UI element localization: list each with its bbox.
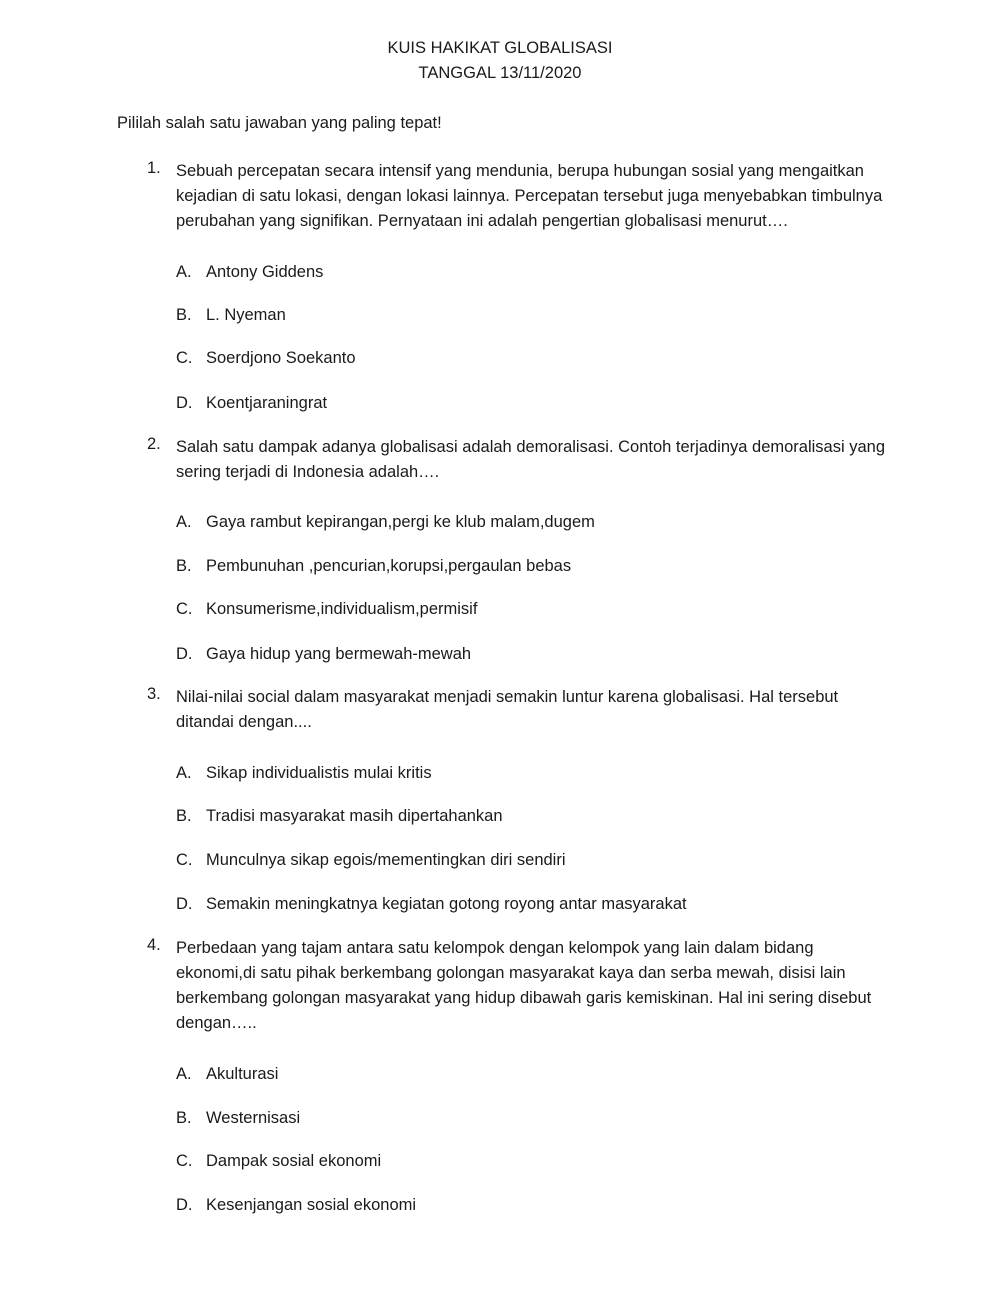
option-text: Semakin meningkatnya kegiatan gotong royong antar masyarakat [206, 895, 687, 913]
option-letter: D. [176, 394, 193, 412]
option-letter: B. [176, 306, 192, 324]
question-text: Sebuah percepatan secara intensif yang mendunia, berupa hubungan sosial yang mengaitkan kejadian di satu lokasi, dengan lokasi lainnya. Percepatan tersebut juga menyebabkan timbulnya perubahan yang signifikan. Pernyataan ini adalah pengertian globalisasi menurut…. [176, 162, 883, 230]
option-3a [176, 761, 432, 785]
question-1 [147, 159, 887, 234]
option-2d [176, 642, 471, 666]
option-text: Pembunuhan ,pencurian,korupsi,pergaulan bebas [206, 557, 572, 575]
option-letter: B. [176, 807, 192, 825]
option-letter: B. [176, 557, 192, 575]
option-letter: C. [176, 1152, 193, 1170]
option-text: Akulturasi [206, 1065, 279, 1083]
question-number: 3. [147, 685, 161, 703]
option-letter: D. [176, 895, 193, 913]
option-1d [176, 391, 327, 415]
option-text: Koentjaraningrat [206, 394, 328, 412]
option-3c [176, 848, 566, 872]
option-4b [176, 1106, 300, 1130]
option-text: Soerdjono Soekanto [206, 349, 356, 367]
document-date: TANGGAL 13/11/2020 [418, 64, 582, 82]
option-text: Westernisasi [206, 1109, 301, 1127]
option-text: Kesenjangan sosial ekonomi [206, 1196, 417, 1214]
option-2a [176, 510, 595, 534]
option-text: Sikap individualistis mulai kritis [206, 764, 432, 782]
option-text: Munculnya sikap egois/mementingkan diri sendiri [206, 851, 566, 869]
option-letter: C. [176, 349, 193, 367]
option-3d [176, 892, 687, 916]
option-3b [176, 804, 503, 828]
instruction-text: Pililah salah satu jawaban yang paling tepat! [117, 114, 442, 132]
option-letter: C. [176, 600, 193, 618]
option-letter: A. [176, 1065, 192, 1083]
option-letter: B. [176, 1109, 192, 1127]
option-4a [176, 1062, 278, 1086]
option-1a [176, 260, 323, 284]
option-letter: A. [176, 764, 192, 782]
option-2c [176, 597, 477, 621]
option-text: Gaya hidup yang bermewah-mewah [206, 645, 472, 663]
question-number: 4. [147, 936, 161, 954]
option-letter: C. [176, 851, 193, 869]
option-2b [176, 554, 571, 578]
option-text: Konsumerisme,individualism,permisif [206, 600, 478, 618]
question-text: Salah satu dampak adanya globalisasi adalah demoralisasi. Contoh terjadinya demoralisasi yang sering terjadi di Indonesia adalah…. [176, 438, 886, 481]
option-1c [176, 346, 356, 370]
option-letter: D. [176, 645, 193, 663]
option-4c [176, 1149, 381, 1173]
question-number: 2. [147, 435, 161, 453]
question-text: Perbedaan yang tajam antara satu kelompok dengan kelompok yang lain dalam bidang ekonomi,di satu pihak berkembang golongan masyarakat kaya dan serba mewah, disisi lain berkembang golongan masyarakat yang hidup dibawah garis kemiskinan. Hal ini sering disebut dengan….. [176, 939, 872, 1032]
question-2 [147, 435, 887, 485]
question-4 [147, 936, 887, 1036]
option-4d [176, 1193, 416, 1217]
option-letter: A. [176, 263, 192, 281]
option-letter: D. [176, 1196, 193, 1214]
option-text: Dampak sosial ekonomi [206, 1152, 382, 1170]
option-text: L. Nyeman [206, 306, 286, 324]
document-title: KUIS HAKIKAT GLOBALISASI [387, 39, 613, 57]
option-text: Gaya rambut kepirangan,pergi ke klub malam,dugem [206, 513, 595, 531]
question-3 [147, 685, 887, 735]
question-number: 1. [147, 159, 161, 177]
option-letter: A. [176, 513, 192, 531]
question-text: Nilai-nilai social dalam masyarakat menjadi semakin luntur karena globalisasi. Hal tersebut ditandai dengan.... [176, 688, 839, 731]
option-text: Tradisi masyarakat masih dipertahankan [206, 807, 503, 825]
option-1b [176, 303, 286, 327]
option-text: Antony Giddens [206, 263, 324, 281]
